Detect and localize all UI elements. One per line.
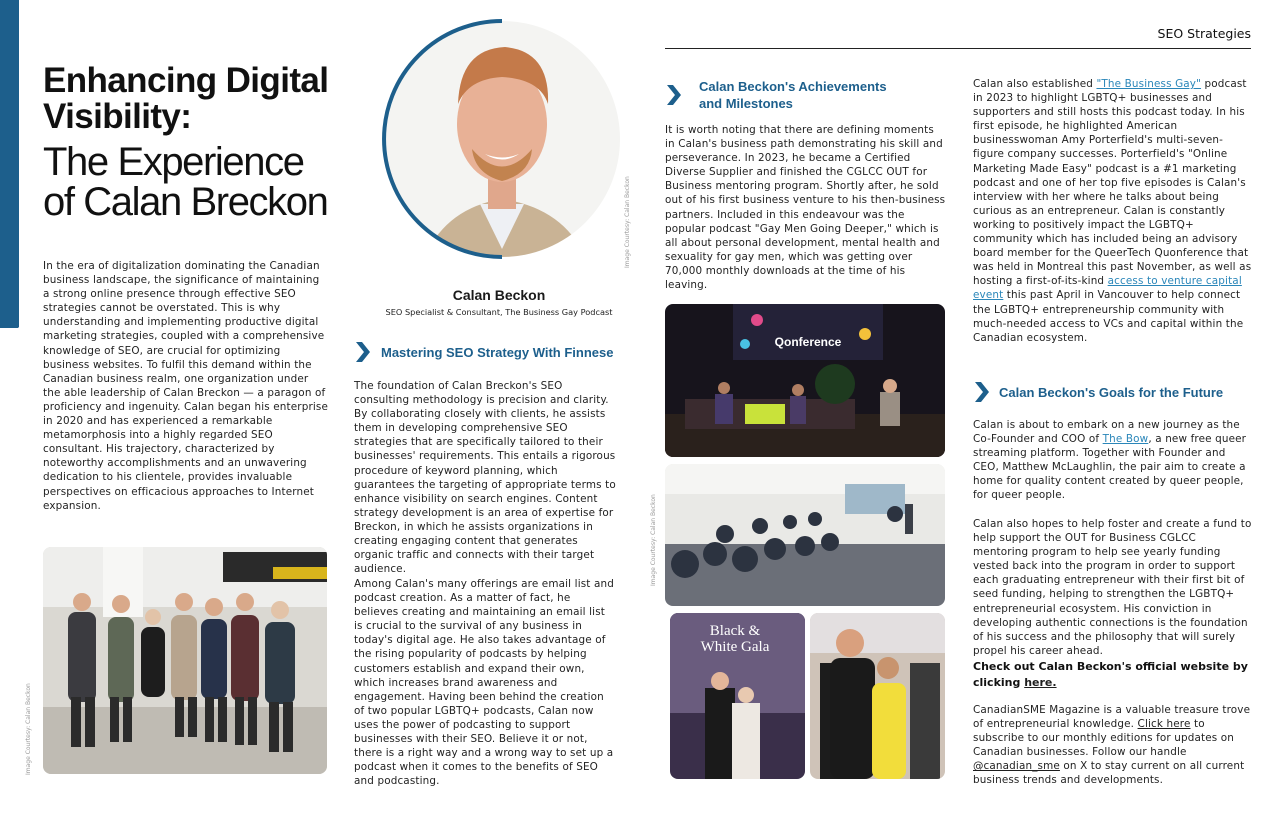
article-title: Enhancing Digital Visibility: xyxy=(43,61,329,136)
podcast-paragraph xyxy=(973,77,1253,345)
chevron-right-icon xyxy=(973,381,991,403)
event-photo xyxy=(810,613,945,779)
footer-text-pre: CanadianSME Magazine is a valuable treasure trove of entrepreneurial knowledge. xyxy=(973,704,1251,731)
footer-text-post: on X to stay current on all current business trends and developments. xyxy=(973,760,1245,787)
footer-text-mid: to subscribe to our monthly editions for updates on Canadian businesses. Follow our handle xyxy=(973,718,1235,759)
seo-paragraph-1: The foundation of Calan Breckon's SEO consulting methodology is precision and clarity. By collaborating closely with clients, he assists them in developing comprehensive SEO strategies that are specifically tailored to their businesses' requirements. This entails a rigorous procedure of keyword planning, which guarantees the targeting of appropriate terms to enhance visibility on search engines. Content strategy development is an area of expertise for Breckon, in which he assists organizations in creating engaging content that generates organic traffic and connects with their target audience. xyxy=(354,380,616,576)
gala-sign-line-2: White Gala xyxy=(700,639,770,655)
section-label: SEO Strategies xyxy=(1157,26,1251,41)
photo-credit-portrait: Image Courtesy: Calan Beckon xyxy=(624,176,631,268)
accent-notch xyxy=(0,310,19,328)
conference-sign-text: Qonference xyxy=(774,335,842,349)
venture-capital-link[interactable]: access to venture capital event xyxy=(973,275,1242,302)
gala-sign-line-1: Black & xyxy=(709,623,761,639)
podcast-text-mid: podcast in 2023 to highlight LGBTQ+ businesses and supporters and still hosts this podcast today. In his first episode, he highlighted American businesswoman Amy Porterfield's multi-seven-figure company successes. Porterfield's "Online Marketing Made Easy" podcast is a #1 marketing podcast and one of her top five episodes is Calan's interview with her where he talks about being curious as an entrepreneur. Calan is constantly working to positively impact the LGBTQ+ community which has included being an advisory board member for the QueerTech Quonference that was held in Montreal this past November, as well as hosting a first-of-its-kind xyxy=(973,78,1252,288)
website-cta xyxy=(973,659,1253,690)
header-rule xyxy=(665,48,1251,49)
section-heading-achievements: Calan Beckon's Achievements and Milestones xyxy=(699,79,887,111)
gala-photo xyxy=(670,613,805,779)
subscribe-link[interactable]: Click here xyxy=(1137,718,1191,731)
future-text-post: , a new free queer streaming platform. Together with Founder and CEO, Matthew McLaughlin, the pair aim to create a home for quality content created by queer people, for queer people. xyxy=(973,433,1247,502)
website-link[interactable]: here. xyxy=(1024,675,1057,689)
future-paragraph-2: Calan also hopes to help foster and create a fund to help support the OUT for Business CGLCC mentoring program to help see yearly funding vested back into the program in order to support each graduating entrepreneur with their first bit of seed funding, helping to strengthen the LGBTQ+ entrepreneurial ecosystem. His conviction in developing authentic connections is the foundation of his success and the philosophy that will surely propel his career ahead. xyxy=(973,518,1252,657)
magazine-footer xyxy=(973,703,1253,788)
achievements-paragraph: It is worth noting that there are defining moments in Calan's business path demonstrating his skill and perseverance. In 2023, he became a Certified Diverse Supplier and finished the CGLCC OUT for Business mentoring program. Shortly after, he sold out of his first business venture to his then-business partners. Included in this endeavour was the popular podcast "Gay Men Going Deeper," which is all about personal development, mental health and sexuality for gay men, which was getting over 70,000 monthly downloads at the time of his leaving. xyxy=(665,124,946,292)
article-subtitle: The Experience of Calan Breckon xyxy=(43,140,328,224)
section-heading-seo: Mastering SEO Strategy With Finnese xyxy=(381,345,614,360)
portrait-photo xyxy=(380,9,624,269)
twitter-handle-link[interactable]: @canadian_sme xyxy=(973,760,1060,773)
person-role: SEO Specialist & Consultant, The Business Gay Podcast xyxy=(385,307,613,317)
accent-bar xyxy=(0,0,19,327)
podcast-text-post: this past April in Vancouver to help connect the LGBTQ+ entrepreneurship community with much-needed access to VCs and capital within the Canadian ecosystem. xyxy=(973,289,1244,344)
intro-paragraph: In the era of digitalization dominating the Canadian business landscape, the significance of maintaining a strong online presence through effective SEO strategies cannot be overstated. This is why understanding and implementing productive digital marketing strategies, coupled with a comprehensive knowledge of SEO, are crucial for optimizing business websites. To fulfil this demand within the Canadian business realm, one organization under the able leadership of Calan Breckon — a paragon of proficiency and ingenuity. Calan began his enterprise in 2020 and has experienced a remarkable metamorphosis into a highly regarded SEO consultant. His trajectory, characterized by noteworthy accomplishments and an unwavering dedication to his clientele, provides invaluable perspectives on efficacious approaches to Internet expansion. xyxy=(43,260,329,512)
business-gay-link[interactable]: "The Business Gay" xyxy=(1096,78,1202,90)
person-name: Calan Beckon xyxy=(452,287,546,303)
future-paragraph-1 xyxy=(973,418,1253,503)
audience-photo xyxy=(665,464,945,606)
chevron-right-icon xyxy=(354,341,372,363)
future-text-pre: Calan is about to embark on a new journey as the Co-Founder and COO of xyxy=(973,419,1240,446)
the-bow-link[interactable]: The Bow xyxy=(1102,433,1149,446)
podcast-text-pre: Calan also established xyxy=(973,78,1097,90)
cta-text: Check out Calan Beckon's official website by clicking xyxy=(973,660,1248,689)
photo-credit-audience: Image Courtesy: Calan Beckon xyxy=(650,494,657,586)
seo-paragraph-2: Among Calan's many offerings are email list and podcast creation. As a matter of fact, he believes creating and maintaining an email list is crucial to the survival of any business in today's digital age. He also takes advantage of the rising popularity of podcasts by helping customers establish and expand their own, which increases brand awareness and engagement. Having been behind the creation of two popular LGBTQ+ podcasts, Calan now uses the power of podcasting to support businesses with their SEO. Believe it or not, there is a right way and a wrong way to set up a podcast when it comes to the benefits of SEO and podcasting. xyxy=(354,578,614,788)
group-photo xyxy=(43,547,327,774)
conference-stage-photo xyxy=(665,304,945,457)
chevron-right-icon xyxy=(665,84,683,106)
section-heading-future: Calan Beckon's Goals for the Future xyxy=(999,385,1224,400)
photo-credit-group: Image Courtesy: Calan Beckon xyxy=(25,683,32,775)
